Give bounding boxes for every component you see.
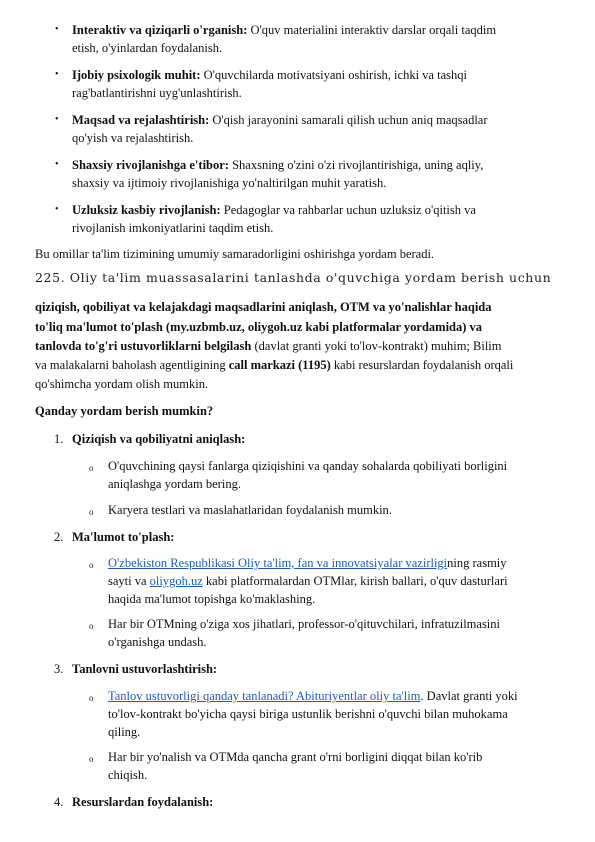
bullet-item-4-line2: shaxsiy va ijtimoiy rivojlanishiga yo'naltirilgan muhit yaratish. [72,176,387,190]
bullet-marker: • [55,159,59,170]
intro-line-3 [35,337,502,355]
intro-line-4 [35,356,513,374]
bullet-item-3-line2: qo'yish va rejalashtirish. [72,131,194,145]
link-trailing-text: ning rasmiy [447,556,507,570]
tanlov-link[interactable]: Tanlov ustuvorligi qanday tanlanadi? Abituriyentlar oliy ta'lim [108,689,421,703]
bullet-marker: • [55,204,59,215]
sub-bullet-marker: o [89,463,94,473]
step-title-text: Ma'lumot to'plash: [72,530,175,544]
intro-text: va malakalarni baholash agentligining [35,358,229,372]
question-heading [35,402,213,420]
step-2-sub-1-line1 [108,554,507,572]
oliygoh-link[interactable]: oliygoh.uz [149,574,203,588]
bullet-item-3-text: O'qish jarayonini samarali qilish uchun aniq maqsadlar [209,113,488,127]
bullet-item-2-line1 [72,66,467,84]
step-3-title [72,660,217,678]
question-text: Qanday yordam berish mumkin? [35,404,214,418]
link-trailing-text: . Davlat granti yoki [420,689,518,703]
sub-bullet-marker: o [89,754,94,764]
sub-bullet-marker: o [89,621,94,631]
bullet-item-3-line1 [72,111,488,129]
step-4-title [72,793,213,811]
intro-line-2 [35,318,482,336]
bullet-item-4-text: Shaxsning o'zini o'zi rivojlantirishiga, uning aqliy, [228,158,484,172]
step-2-title [72,528,174,546]
step-number: 2. [54,530,64,544]
intro-line-5: qo'shimcha yordam olish mumkin. [35,377,209,391]
intro-bold-text: to'liq ma'lumot to'plash (my.uzbmb.uz, oliygoh.uz kabi platformalar yordamida) va [35,320,483,334]
bullet-item-4-line1 [72,156,483,174]
call-center-text: call markazi (1195) [228,358,331,372]
summary-paragraph: Bu omillar ta'lim tizimining umumiy samaradorligini oshirishga yordam beradi. [35,247,435,261]
bullet-item-1-line1 [72,21,496,39]
bullet-item-1-line2: etish, o'yinlardan foydalanish. [72,41,223,55]
bullet-item-2-text: O'quvchilarda motivatsiyani oshirish, ichki va tashqi [200,68,467,82]
sub-bullet-marker: o [89,507,94,517]
intro-bold-text: tanlovda to'g'ri ustuvorliklarni belgilash [35,339,252,353]
step-title-text: Tanlovni ustuvorlashtirish: [72,662,218,676]
bullet-item-5-line1 [72,201,476,219]
bullet-item-1-title: Interaktiv va qiziqarli o'rganish: [72,23,248,37]
bullet-item-3-title: Maqsad va rejalashtirish: [72,113,210,127]
bullet-item-5-line2: rivojlanish imkoniyatlarini taqdim etish. [72,221,274,235]
bullet-marker: • [55,24,59,35]
step-number: 3. [54,662,64,676]
sub-text: kabi platformalardan OTMlar, kirish ballari, o'quv dasturlari [202,574,508,588]
step-2-sub-1-line3: haqida ma'lumot topishga ko'maklashing. [108,592,316,606]
step-2-sub-1-line2 [108,572,508,590]
intro-line-1 [35,298,492,316]
bullet-item-2-line2: rag'batlantirishni uyg'unlashtirish. [72,86,242,100]
step-3-sub-2-line1: Har bir yo'nalish va OTMda qancha grant o'rni borligini diqqat bilan ko'rib [108,750,483,764]
step-number: 1. [54,432,64,446]
step-title-text: Qiziqish va qobiliyatni aniqlash: [72,432,246,446]
bullet-marker: • [55,69,59,80]
sub-text: sayti va [108,574,150,588]
sub-bullet-marker: o [89,560,94,570]
step-3-sub-1-line3: qiling. [108,725,141,739]
step-3-sub-2-line2: chiqish. [108,768,148,782]
step-1-sub-1-line1: O'quvchining qaysi fanlarga qiziqishini va qanday sohalarda qobiliyati borligini [108,459,508,473]
step-3-sub-1-line2: to'lov-kontrakt bo'yicha qaysi biriga ustunlik berishni o'quvchi bilan muhokama [108,707,508,721]
sub-bullet-marker: o [89,693,94,703]
step-number: 4. [54,795,64,809]
section-heading: 225. Oliy ta'lim muassasalarini tanlashda o'quvchiga yordam berish uchun [35,270,552,285]
step-title-text: Resurslardan foydalanish: [72,795,214,809]
bullet-item-2-title: Ijobiy psixologik muhit: [72,68,201,82]
step-1-sub-1-line2: aniqlashga yordam bering. [108,477,241,491]
bullet-item-4-title: Shaxsiy rivojlanishga e'tibor: [72,158,229,172]
step-1-title [72,430,245,448]
step-1-sub-2-line1: Karyera testlari va maslahatlaridan foydalanish mumkin. [108,503,392,517]
step-3-sub-1-line1 [108,687,518,705]
bullet-item-5-title: Uzluksiz kasbiy rivojlanish: [72,203,221,217]
bullet-item-5-text: Pedagoglar va rahbarlar uchun uzluksiz o'qitish va [220,203,476,217]
intro-text: (davlat granti yoki to'lov-kontrakt) muhim; Bilim [251,339,502,353]
step-2-sub-2-line1: Har bir OTMning o'ziga xos jihatlari, professor-o'qituvchilari, infratuzilmasini [108,617,501,631]
step-2-sub-2-line2: o'rganishga undash. [108,635,207,649]
bullet-item-1-text: O'quv materialini interaktiv darslar orqali taqdim [247,23,497,37]
ministry-link[interactable]: O'zbekiston Respublikasi Oliy ta'lim, fan va innovatsiyalar vazirligi [108,556,448,570]
intro-text: kabi resurslardan foydalanish orqali [330,358,514,372]
bullet-marker: • [55,114,59,125]
intro-bold-text: qiziqish, qobiliyat va kelajakdagi maqsadlarini aniqlash, OTM va yo'nalishlar haqida [35,300,492,314]
